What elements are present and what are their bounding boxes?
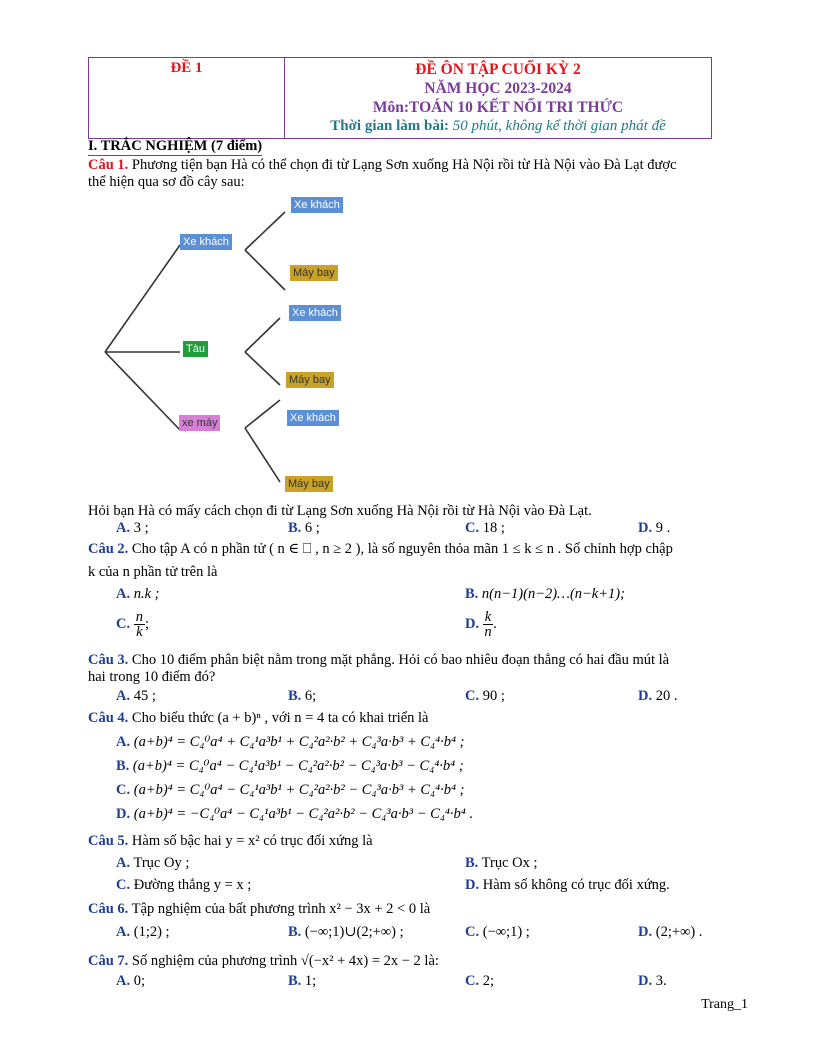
tree-node-xe-khach: Xe khách	[180, 234, 232, 250]
q3-option-a: A. 45 ;	[116, 688, 156, 704]
q4-line1: Câu 4. Cho biểu thức (a + b)ⁿ , với n = 4 ta có khai triển là	[88, 710, 429, 726]
q7-line1: Câu 7. Số nghiệm của phương trình √(−x² + 4x) = 2x − 2 là:	[88, 953, 439, 969]
q3-line1: Câu 3. Cho 10 điểm phân biệt nằm trong mặt phẳng. Hỏi có bao nhiêu đoạn thẳng có hai đầu mút là	[88, 652, 670, 668]
q5-option-d: D. Hàm số không có trục đối xứng.	[465, 877, 670, 893]
q4-option-d: D. (a+b)⁴ = −C₄⁰a⁴ − C₄¹a³b¹ − C₄²a²·b² − C₄³a·b³ − C₄⁴·b⁴ .	[116, 806, 474, 822]
q7-option-c: C. 2;	[465, 973, 495, 989]
q4-option-a: A. (a+b)⁴ = C₄⁰a⁴ + C₄¹a³b¹ + C₄²a²·b² + C₄³a·b³ + C₄⁴·b⁴ ;	[116, 734, 465, 750]
tree-branch	[245, 428, 280, 482]
q1-option-b: B. 6 ;	[288, 520, 320, 536]
tree-branch	[105, 245, 180, 352]
q4-option-b: B. (a+b)⁴ = C₄⁰a⁴ − C₄¹a³b¹ − C₄²a²·b² − C₄³a·b³ − C₄⁴·b⁴ ;	[116, 758, 464, 774]
q1-option-a: A. 3 ;	[116, 520, 149, 536]
tree-leaf-xe-khach: Xe khách	[287, 410, 339, 426]
q1-option-c: C. 18 ;	[465, 520, 505, 536]
tree-branch	[245, 400, 280, 428]
q3-option-b: B. 6;	[288, 688, 317, 704]
q7-option-a: A. 0;	[116, 973, 146, 989]
q6-line1: Câu 6. Tập nghiệm của bất phương trình x² − 3x + 2 < 0 là	[88, 901, 431, 917]
tree-leaf-may-bay: Máy bay	[285, 476, 333, 492]
exam-code: ĐỀ 1	[170, 60, 203, 76]
q7-option-d: D. 3.	[638, 973, 667, 989]
header-table	[88, 57, 712, 139]
q6-option-b: B. (−∞;1)∪(2;+∞) ;	[288, 924, 404, 940]
tree-leaf-may-bay: Máy bay	[286, 372, 334, 388]
tree-node-xe-may: xe máy	[179, 415, 220, 431]
q6-option-a: A. (1;2) ;	[116, 924, 170, 940]
tree-leaf-may-bay: Máy bay	[290, 265, 338, 281]
q7-option-b: B. 1;	[288, 973, 317, 989]
q2-option-a: A. n.k ;	[116, 586, 160, 602]
header-right	[285, 60, 711, 136]
section-title: I. TRẮC NGHIỆM (7 điểm)	[88, 138, 263, 154]
q2-option-c: C. $\frac{n}{k}$ ;	[116, 609, 150, 640]
q3-option-c: C. 90 ;	[465, 688, 505, 704]
q6-option-d: D. (2;+∞) .	[638, 924, 703, 940]
q1-line2: thể hiện qua sơ đồ cây sau:	[88, 174, 245, 190]
q4-option-c: C. (a+b)⁴ = C₄⁰a⁴ − C₄¹a³b¹ + C₄²a²·b² − C₄³a·b³ + C₄⁴·b⁴ ;	[116, 782, 465, 798]
q6-option-c: C. (−∞;1) ;	[465, 924, 530, 940]
q2-line2: k của n phần tử trên là	[88, 564, 218, 580]
q1-option-d: D. 9 .	[638, 520, 671, 536]
q2-option-b: B. n(n−1)(n−2)…(n−k+1);	[465, 586, 625, 602]
tree-branch	[105, 352, 180, 430]
tree-leaf-xe-khach: Xe khách	[291, 197, 343, 213]
q3-option-d: D. 20 .	[638, 688, 678, 704]
tree-branch	[245, 250, 285, 290]
time-info: Thời gian làm bài: 50 phút, không kể thời gian phát đề	[330, 118, 666, 134]
q5-option-c: C. Đường thẳng y = x ;	[116, 877, 252, 893]
school-year: NĂM HỌC 2023-2024	[424, 80, 572, 97]
q1-question: Hỏi bạn Hà có mấy cách chọn đi từ Lạng Sơn xuống Hà Nội rồi từ Hà Nội vào Đà Lạt.	[88, 503, 592, 519]
tree-branch	[245, 318, 280, 352]
q2-option-d: D. $\frac{k}{n}$ .	[465, 609, 497, 640]
q5-option-a: A. Trục Oy ;	[116, 855, 190, 871]
tree-branch	[245, 212, 285, 250]
q5-line1: Câu 5. Hàm số bậc hai y = x² có trục đối xứng là	[88, 833, 373, 849]
q5-option-b: B. Trục Ox ;	[465, 855, 538, 871]
subject: Môn:TOÁN 10 KẾT NỐI TRI THỨC	[372, 99, 624, 116]
q2-line1: Câu 2. Cho tập A có n phần tử ( n ∈ ⎕ , n ≥ 2 ), là số nguyên thỏa mãn 1 ≤ k ≤ n . Số chỉnh hợp chập	[88, 541, 673, 557]
tree-leaf-xe-khach: Xe khách	[289, 305, 341, 321]
q1-line1: Câu 1. Phương tiện bạn Hà có thể chọn đi từ Lạng Sơn xuống Hà Nội rồi từ Hà Nội vào Đà Lạt được	[88, 157, 677, 173]
page-number: Trang_1	[701, 997, 748, 1012]
q3-line2: hai trong 10 điểm đó?	[88, 669, 216, 685]
tree-branch	[245, 352, 280, 385]
exam-title: ĐỀ ÔN TẬP CUỐI KỲ 2	[415, 61, 581, 78]
tree-node-tau: Tàu	[183, 341, 208, 357]
